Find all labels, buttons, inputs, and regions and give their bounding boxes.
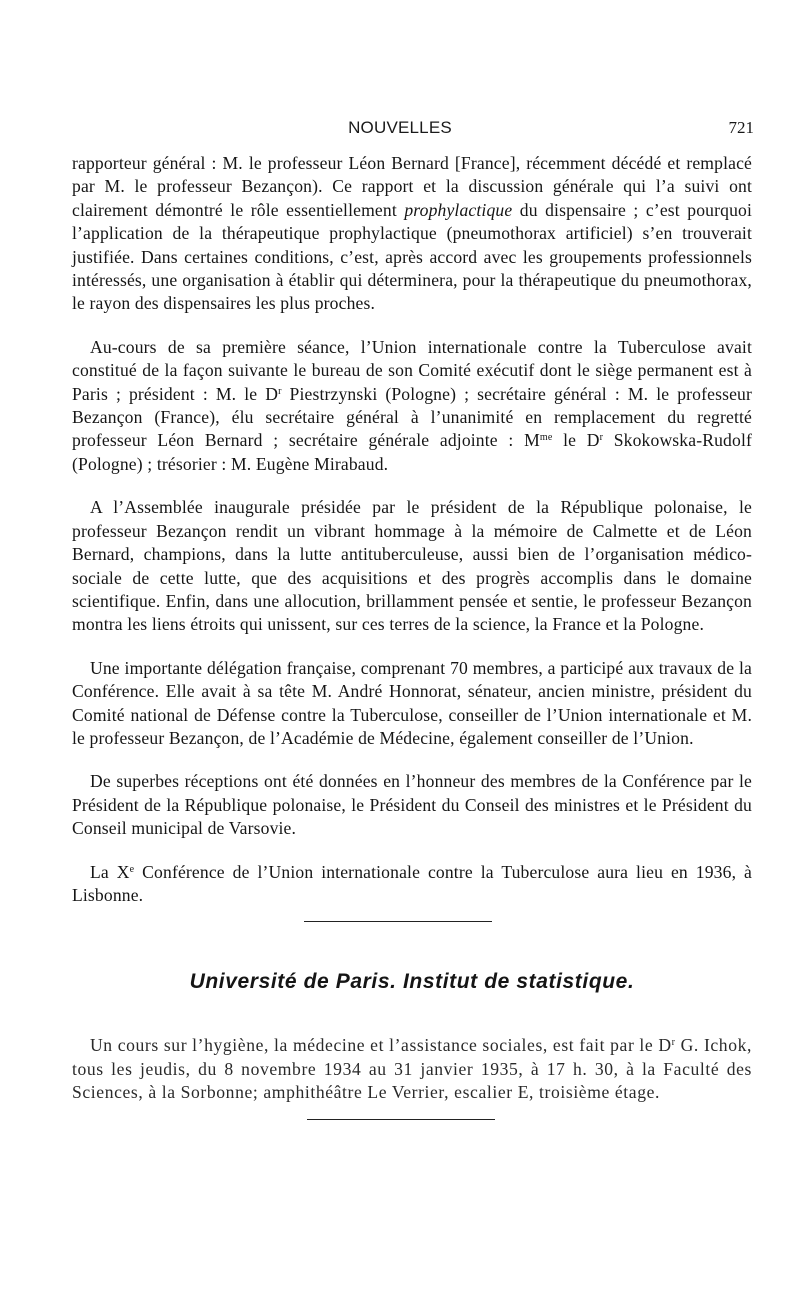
text-run: Skokowska-Rudolf (Pologne) ; trésorier : M. Eugène Mirabaud. [72,430,752,474]
text-run: La X [90,861,130,882]
text-run: le D [552,430,600,451]
section-divider-rule [304,921,492,922]
running-head-title: NOUVELLES [348,118,452,137]
paragraph-receptions: De superbes réceptions ont été données en l’honneur des membres de la Conférence par le Président de la République polonaise, le Président du Conseil des ministres et le Président du Conseil municipal de Varsovie. [72,771,752,839]
paragraph-assemblee: A l’Assemblée inaugurale présidée par le président de la République polonaise, le professeur Bezançon rendit un vibrant hommage à la mémoire de Calmette et de Léon Bernard, champions, dans la lutte antituberculeuse, aussi bien de l’organisation médico-sociale de cette lutte, que des acquisitions et des progrès accomplis dans le domaine scientifique. Enfin, dans une allocution, brillamment pensée et sentie, le professeur Bezançon montra les liens étroits qui unissent, sur ces terres de la science, la France et la Pologne. [72,497,752,635]
superscript: r [278,385,282,397]
paragraph-rapporteur [72,152,752,316]
superscript: e [129,863,135,875]
text-run: G. Ichok, tous les jeudis, du 8 novembre 1934 au 31 janvier 1935, à 17 h. 30, à la Faculté des Sciences, à la Sorbonne; amphithéâtre Le Verrier, escalier E, troisième étage. [72,1035,752,1103]
page-number: 721 [728,118,754,137]
section-heading: Université de Paris. Institut de statistique. [189,970,635,994]
text-run: Un cours sur l’hygiène, la médecine et l’assistance sociales, est fait par le D [90,1035,672,1056]
running-head [0,118,800,142]
paragraph-lisbonne [72,861,752,908]
paragraph-cours [72,1034,752,1104]
text-run: rapporteur général : M. le professeur Léon Bernard [France], récemment décédé et remplacé par M. le professeur Bezançon). Ce rapport et la discussion générale qui l’a suivi ont clairement démontré le rôle essentiellement [72,153,752,220]
closing-divider-rule [307,1119,495,1120]
article-body [72,152,752,1120]
text-run: Piestrzynski (Pologne) ; secrétaire général : M. le professeur Bezançon (France), élu secrétaire général à l’unanimité en remplacement du regretté professeur Léon Bernard ; secrétaire générale adjointe : M [72,383,752,451]
superscript: me [539,432,553,444]
emphasis-run: prophylactique [404,199,513,220]
superscript: r [599,432,604,444]
paragraph-delegation: Une importante délégation française, comprenant 70 membres, a participé aux travaux de la Conférence. Elle avait à sa tête M. André Honnorat, sénateur, ancien ministre, président du Comité national de Défense contre la Tuberculose, conseiller de l’Union internationale et M. le professeur Bezançon, de l’Académie de Médecine, également conseiller de l’Union. [72,657,752,748]
text-run: Conférence de l’Union internationale contre la Tuberculose aura lieu en 1936, à Lisbonne. [72,861,752,905]
paragraph-bureau [72,336,752,476]
text-run: du dispensaire ; c’est pourquoi l’application de la thérapeutique prophylactique (pneumothorax artificiel) s’en trouverait justifiée. Dans certaines conditions, c’est, après accord avec les groupements professionnels intéressés, une organisation à établir qui déterminera, pour la thérapeutique du pneumothorax, le rayon des dispensaires les plus proches. [72,199,752,314]
text-run: Au-cours de sa première séance, l’Union internationale contre la Tuberculose avait constitué de la façon suivante le bureau de son Comité exécutif dont le siège permanent est à Paris ; président : M. le D [72,336,752,404]
superscript: r [671,1037,676,1049]
